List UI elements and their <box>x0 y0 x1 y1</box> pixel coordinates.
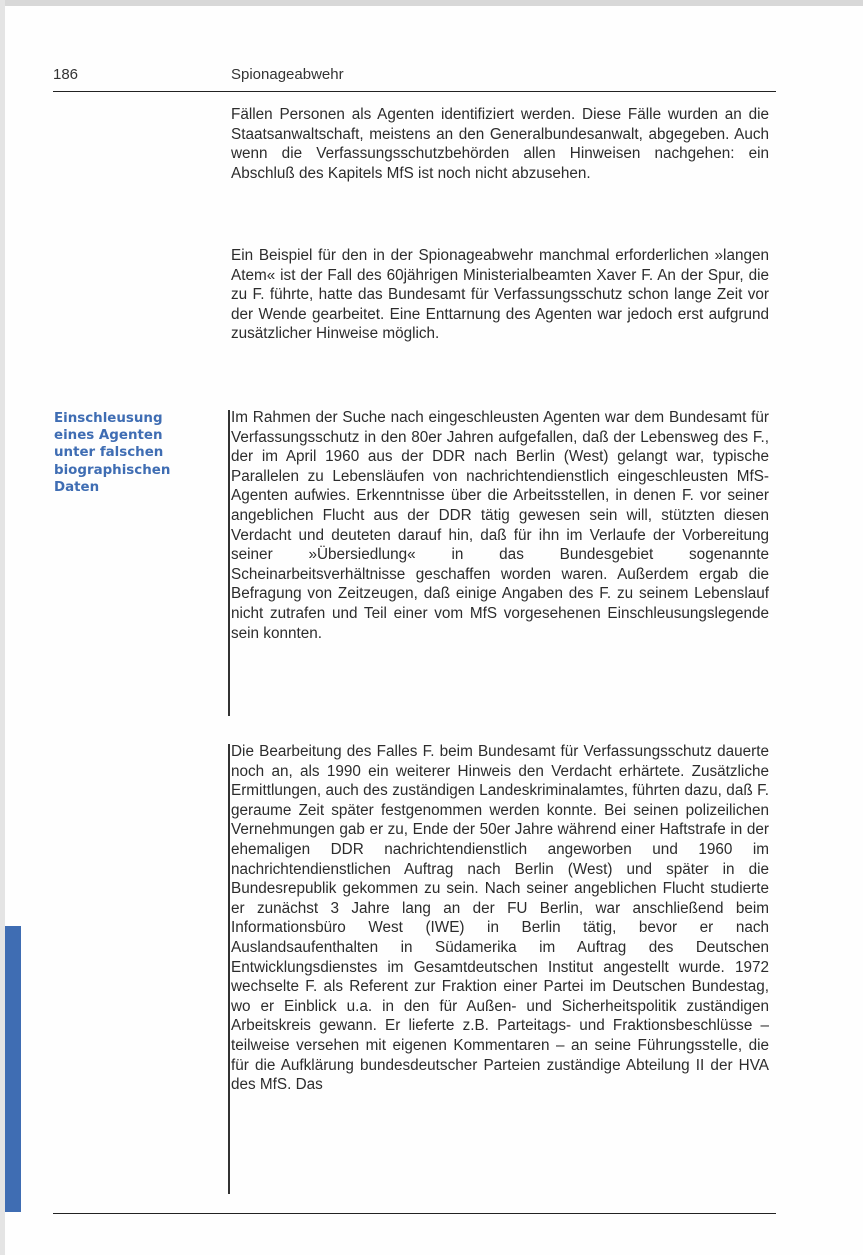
margin-note-line: eines Agenten <box>54 428 163 444</box>
body-paragraph: Die Bearbeitung des Falles F. beim Bundesamt für Verfassungsschutz dauerte noch an, als 1990 ein weiterer Hinweis den Verdacht erhärtete. Zusätzliche Ermittlungen, auch des zuständigen Landeskriminalamtes, führten dazu, daß F. geraume Zeit später festgenommen werden konnte. Bei seinen polizeilichen Vernehmungen gab er zu, Ende der 50er Jahre während einer Haftstrafe in der ehemaligen DDR nachrichtendienstlich angeworben und 1960 im nachrichtendienstlichen Auftrag nach Berlin (West) und später in die Bundesrepublik gekommen zu sein. Nach seiner angeblichen Flucht studierte er zunächst 3 Jahre lang an der FU Berlin, war anschließend beim Informationsbüro West (IWE) in Berlin tätig, bevor er nach Auslandsaufenthalten in Südamerika im Auftrag des Deutschen Entwicklungsdienstes im Gesamtdeutschen Institut angestellt wurde. 1972 wechselte F. als Referent zur Fraktion einer Partei im Deutschen Bundestag, wo er Einblick u.a. in den für Außen- und Sicherheitspolitik zuständigen Arbeitskreis gewann. Er lieferte z.B. Parteitags- und Fraktionsbeschlüsse – teilweise versehen mit eigenen Kommentaren – an seine Führungsstelle, die für die Aufklärung bundesdeutscher Parteien zuständige Abteilung II der HVA des MfS. Das <box>231 743 769 1094</box>
header-rule <box>53 91 776 92</box>
margin-note-line: Daten <box>54 479 100 495</box>
margin-note-line: biographischen <box>54 462 171 478</box>
margin-note-line: unter falschen <box>54 445 164 461</box>
body-paragraph: Fällen Personen als Agenten identifiziert werden. Diese Fälle wurden an die Staatsanwaltschaft, meistens an den Generalbundesanwalt, abgegeben. Auch wenn die Verfassungsschutzbehörden allen Hinweisen nachgehen: ein Abschluß des Kapitels MfS ist noch nicht abzusehen. <box>231 106 769 182</box>
margin-note <box>54 410 194 496</box>
body-paragraph: Im Rahmen der Suche nach eingeschleusten Agenten war dem Bundesamt für Verfassungsschutz in den 80er Jahren aufgefallen, daß der Lebensweg des F., der im April 1960 aus der DDR nach Berlin (West) gelangt war, typische Parallelen zu Lebensläufen von nachrichtendienstlich eingeschleusten MfS-Agenten aufwies. Erkenntnisse über die Arbeitsstellen, in denen F. vor seiner angeblichen Flucht aus der DDR tätig gewesen sein will, stützten diesen Verdacht und deuteten darauf hin, daß für ihn im Verlaufe der Vorbereitung seiner »Übersiedlung« in das Bundesgebiet sogenannte Scheinarbeitsverhältnisse geschaffen worden waren. Außerdem ergab die Befragung von Zeitzeugen, daß einige Angaben des F. zu seinem Lebenslauf nicht zutrafen und Teil einer vom MfS vorgesehenen Einschleusungslegende sein konnten. <box>231 409 769 642</box>
margin-note-line: Einschleusung <box>54 411 163 426</box>
footer-rule <box>53 1213 776 1214</box>
margin-marker-bar <box>228 744 230 1194</box>
page-number: 186 <box>53 66 79 83</box>
margin-marker-bar <box>228 410 230 716</box>
body-paragraph: Ein Beispiel für den in der Spionageabwehr manchmal erforderlichen »langen Atem« ist der Fall des 60jährigen Ministerialbeamten Xaver F. An der Spur, die zu F. führte, hatte das Bundesamt für Verfassungsschutz schon lange Zeit vor der Wende gearbeitet. Eine Enttarnung des Agenten war jedoch erst aufgrund zusätzlicher Hinweise möglich. <box>231 247 769 343</box>
chapter-thumb-tab <box>5 926 21 1212</box>
running-chapter-title: Spionageabwehr <box>231 66 344 83</box>
page-top-edge <box>0 0 863 6</box>
